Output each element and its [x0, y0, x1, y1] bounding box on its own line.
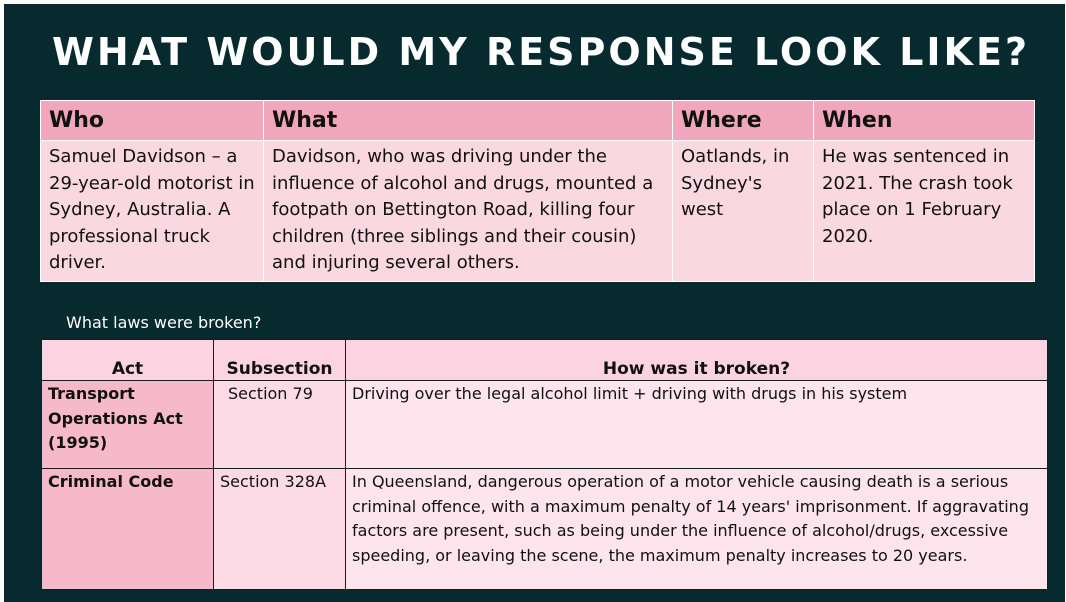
table-row: [42, 469, 1048, 590]
header-where: Where: [673, 101, 814, 141]
summary-table: [40, 100, 1035, 282]
laws-table: [41, 339, 1048, 590]
header-what: What: [264, 101, 673, 141]
cell-who: Samuel Davidson – a 29-year-old motorist in Sydney, Australia. A professional truck driver.: [41, 141, 264, 282]
cell-how: In Queensland, dangerous operation of a motor vehicle causing death is a serious criminal offence, with a maximum penalty of 14 years' imprisonment. If aggravating factors are present, such as being under the influence of alcohol/drugs, excessive speeding, or leaving the scene, the maximum penalty increases to 20 years.: [346, 469, 1048, 590]
header-who: Who: [41, 101, 264, 141]
cell-act: Transport Operations Act (1995): [42, 381, 214, 469]
summary-row: [41, 141, 1035, 282]
table-row: [42, 381, 1048, 469]
summary-header-row: [41, 101, 1035, 141]
cell-act: Criminal Code: [42, 469, 214, 590]
header-how: How was it broken?: [346, 340, 1048, 381]
cell-subsection: Section 79: [214, 381, 346, 469]
slide-title: WHAT WOULD MY RESPONSE LOOK LIKE?: [52, 30, 1030, 74]
header-act: Act: [42, 340, 214, 381]
header-when: When: [814, 101, 1035, 141]
cell-when: He was sentenced in 2021. The crash took place on 1 February 2020.: [814, 141, 1035, 282]
cell-subsection: Section 328A: [214, 469, 346, 590]
slide-background: [4, 4, 1065, 602]
laws-label: What laws were broken?: [66, 313, 262, 332]
cell-what: Davidson, who was driving under the influence of alcohol and drugs, mounted a footpath on Bettington Road, killing four children (three siblings and their cousin) and injuring several others.: [264, 141, 673, 282]
laws-header-row: [42, 340, 1048, 381]
cell-how: Driving over the legal alcohol limit + driving with drugs in his system: [346, 381, 1048, 469]
cell-where: Oatlands, in Sydney's west: [673, 141, 814, 282]
header-subsection: Subsection: [214, 340, 346, 381]
